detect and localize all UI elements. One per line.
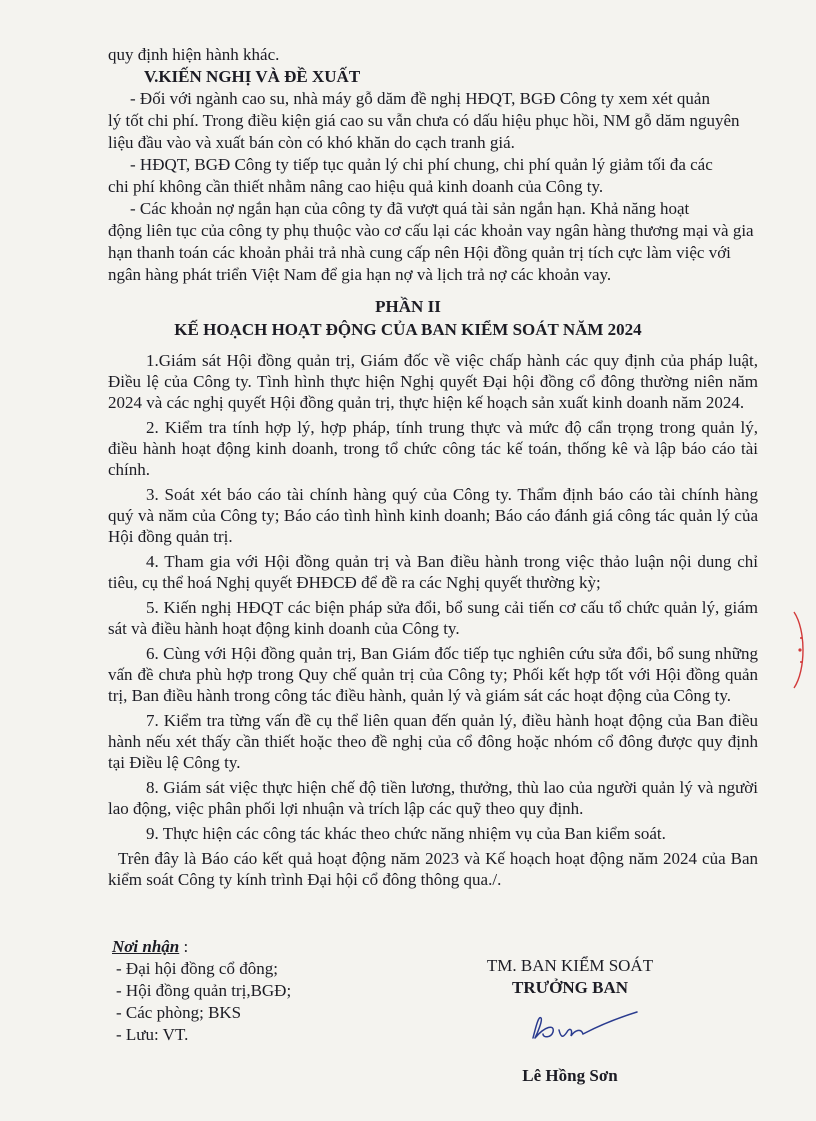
plan-item-1: 1.Giám sát Hội đồng quản trị, Giám đốc về việc chấp hành các quy định của pháp luật, Điều lệ của Công ty. Tình hình thực hiện Nghị quyết Đại hội đồng cổ đông thường niên năm 2024 và các nghị quyết Hội đồng quản trị, thực hiện kế hoạch sản xuất kinh doanh năm 2024. bbox=[108, 351, 758, 412]
handwritten-signature bbox=[525, 1008, 645, 1048]
recipient-item: - Các phòng; BKS bbox=[116, 1003, 242, 1022]
recipient-item: - Hội đồng quản trị,BGĐ; bbox=[116, 981, 292, 1000]
plan-item-8: 8. Giám sát việc thực hiện chế độ tiền lương, thưởng, thù lao của người quản lý và người lao động, việc phân phối lợi nhuận và trích lập các quỹ theo quy định. bbox=[108, 778, 758, 818]
plan-item-6: 6. Cùng với Hội đồng quản trị, Ban Giám đốc tiếp tục nghiên cứu sửa đổi, bổ sung những vấn đề chưa phù hợp trong Quy chế quản trị của Công ty; Phối kết hợp tốt với Hội đồng quản trị, Ban điều hành trong công tác điều hành, quản lý và giám sát các hoạt động của Công ty. bbox=[108, 644, 758, 705]
recommendation-2-rest: chi phí không cần thiết nhằm nâng cao hiệu quả kinh doanh của Công ty. bbox=[108, 177, 604, 196]
recommendation-1-first: - Đối với ngành cao su, nhà máy gỗ dăm đề nghị HĐQT, BGĐ Công ty xem xét quản bbox=[130, 89, 710, 108]
recommendation-1 bbox=[108, 88, 768, 154]
signer-role: TRƯỞNG BAN bbox=[511, 978, 628, 997]
recipients-suffix: : bbox=[179, 937, 189, 956]
recommendation-3-first: - Các khoản nợ ngắn hạn của công ty đã vượt quá tài sản ngắn hạn. Khả năng hoạt bbox=[130, 199, 690, 218]
recommendation-1-rest: lý tốt chi phí. Trong điều kiện giá cao su vẫn chưa có dấu hiệu phục hồi, NM gỗ dăm nguyên liệu đầu vào và xuất bán còn có khó khăn do cạch tranh giá. bbox=[108, 111, 740, 152]
recipient-item: - Đại hội đồng cổ đông; bbox=[116, 959, 278, 978]
plan-list bbox=[108, 350, 758, 894]
recommendation-2-first: - HĐQT, BGĐ Công ty tiếp tục quản lý chi phí chung, chi phí quản lý giảm tối đa các bbox=[130, 155, 713, 174]
part-title: KẾ HOẠCH HOẠT ĐỘNG CỦA BAN KIỂM SOÁT NĂM 2024 bbox=[174, 320, 642, 339]
recipients-title: Nơi nhận bbox=[112, 937, 180, 956]
plan-item-4: 4. Tham gia với Hội đồng quản trị và Ban điều hành trong việc thảo luận nội dung chỉ tiêu, cụ thể hoá Nghị quyết ĐHĐCĐ để đề ra các Nghị quyết thường kỳ; bbox=[108, 552, 758, 592]
section-v bbox=[108, 44, 768, 286]
recommendation-3 bbox=[108, 198, 768, 286]
recommendation-3-rest: động liên tục của công ty phụ thuộc vào cơ cấu lại các khoản vay ngân hàng thương mại và gia hạn thanh toán các khoản phải trả nhà cung cấp nên Hội đồng quản trị tích cực làm việc với ngân hàng phát triển Việt Nam để gia hạn nợ và lịch trả nợ các khoản vay. bbox=[108, 221, 754, 284]
plan-item-2: 2. Kiểm tra tính hợp lý, hợp pháp, tính trung thực và mức độ cẩn trọng trong quản lý, điều hành hoạt động kinh doanh, trong tổ chức công tác kế toán, thống kê và lập báo cáo tài chính. bbox=[108, 418, 758, 479]
plan-item-3: 3. Soát xét báo cáo tài chính hàng quý của Công ty. Thẩm định báo cáo tài chính hàng quý và năm của Công ty; Báo cáo tình hình kinh doanh; Báo cáo đánh giá công tác quản lý của Hội đồng quản trị. bbox=[108, 485, 758, 546]
plan-item-7: 7. Kiểm tra từng vấn đề cụ thể liên quan đến quản lý, điều hành hoạt động của Ban điều hành nếu xét thấy cần thiết hoặc theo đề nghị của cổ đông hoặc nhóm cổ đông được quy định tại Điều lệ Công ty. bbox=[108, 711, 758, 772]
recipient-item: - Lưu: VT. bbox=[116, 1025, 189, 1044]
signature-block bbox=[460, 955, 680, 999]
part-number: PHẦN II bbox=[375, 297, 441, 316]
signer-org: TM. BAN KIỂM SOÁT bbox=[486, 956, 654, 975]
stamp-edge-icon bbox=[790, 610, 810, 690]
recipients-block bbox=[112, 936, 291, 1046]
section-v-title: V.KIẾN NGHỊ VÀ ĐỀ XUẤT bbox=[144, 67, 361, 86]
recommendation-2 bbox=[108, 154, 768, 198]
closing-statement: Trên đây là Báo cáo kết quả hoạt động năm 2023 và Kế hoạch hoạt động năm 2024 của Ban kiểm soát Công ty kính trình Đại hội cổ đông thông qua./. bbox=[108, 849, 758, 889]
plan-item-5: 5. Kiến nghị HĐQT các biện pháp sửa đổi, bổ sung cải tiến cơ cấu tổ chức quản lý, giám sát và điều hành hoạt động kinh doanh của Công ty. bbox=[108, 598, 758, 638]
carryover-line: quy định hiện hành khác. bbox=[108, 45, 280, 64]
signer-name: Lê Hồng Sơn bbox=[522, 1066, 618, 1085]
plan-item-9: 9. Thực hiện các công tác khác theo chức năng nhiệm vụ của Ban kiểm soát. bbox=[146, 824, 666, 843]
